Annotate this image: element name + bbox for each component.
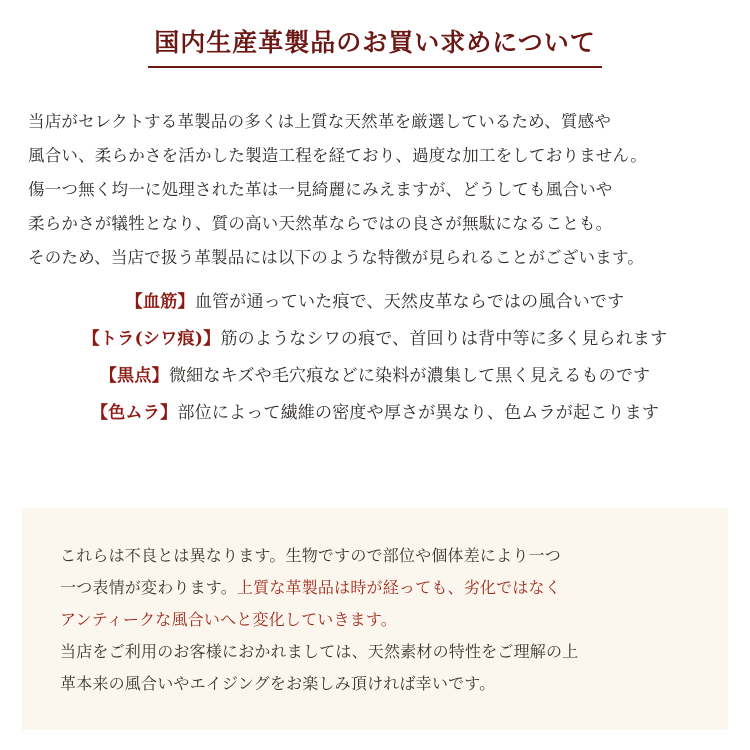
feature-item-iromura [0, 405, 750, 422]
feature-tag: 【血筋】 [125, 292, 195, 312]
note-line-1 [46, 540, 706, 572]
note-line-2-text: 一つ表情が変わります。 [60, 578, 237, 597]
note-line-5 [46, 668, 706, 700]
note-line-2-highlight-1: 上質な革製品は時が経っても、 [236, 578, 464, 597]
note-line-3-highlight: アンティークな風合いへと変化していきます。 [60, 610, 398, 629]
feature-item-kokuten [0, 368, 750, 385]
feature-item-tora [0, 331, 750, 348]
intro-line-4: 柔らかさが犠牲となり、質の高い天然革ならではの良さが無駄になることも。 [28, 213, 613, 233]
intro-line-3: 傷一つ無く均一に処理された革は一見綺麗にみえますが、どうしても風合いや [28, 179, 613, 199]
feature-tag: 【黒点】 [99, 366, 169, 386]
title-block [0, 28, 750, 68]
intro-line-2: 風合い、柔らかさを活かした製造工程を経ており、過度な加工をしておりません。 [28, 145, 647, 165]
note-line-1-text: これらは不良とは異なります。生物ですので部位や個体差により一つ [60, 546, 561, 565]
intro-line-1: 当店がセレクトする革製品の多くは上質な天然革を厳選しているため、質感や [28, 112, 612, 131]
page-title: 国内生産革製品のお買い求めについて [148, 28, 602, 68]
feature-description: 血管が通っていた痕で、天然皮革ならではの風合いです [194, 292, 625, 312]
feature-list [0, 294, 750, 442]
feature-description: 微細なキズや毛穴痕などに染料が濃集して黒く見えるものです [168, 366, 651, 386]
note-line-5-text: 革本来の風合いやエイジングをお楽しみ頂ければ幸いです。 [60, 674, 496, 693]
feature-description: 部位によって繊維の密度や厚さが異なり、色ムラが起こります [177, 403, 660, 423]
intro-paragraph [28, 105, 728, 275]
feature-tag: 【色ムラ】 [90, 403, 178, 423]
note-line-2 [46, 572, 706, 604]
note-panel [22, 508, 728, 730]
note-line-3 [46, 604, 706, 636]
note-line-2-highlight-2: 劣化ではなく [463, 578, 561, 597]
note-line-4 [46, 636, 706, 668]
feature-tag: 【トラ(シワ痕)】 [82, 329, 221, 349]
feature-description: 筋のようなシワの痕で、首回りは背中等に多く見られます [220, 329, 668, 349]
note-line-4-text: 当店をご利用のお客様におかれましては、天然素材の特性をご理解の上 [60, 642, 579, 661]
note-text [46, 540, 706, 700]
intro-line-5: そのため、当店で扱う革製品には以下のような特徴が見られることがございます。 [28, 247, 644, 267]
feature-item-chisuji [0, 294, 750, 311]
